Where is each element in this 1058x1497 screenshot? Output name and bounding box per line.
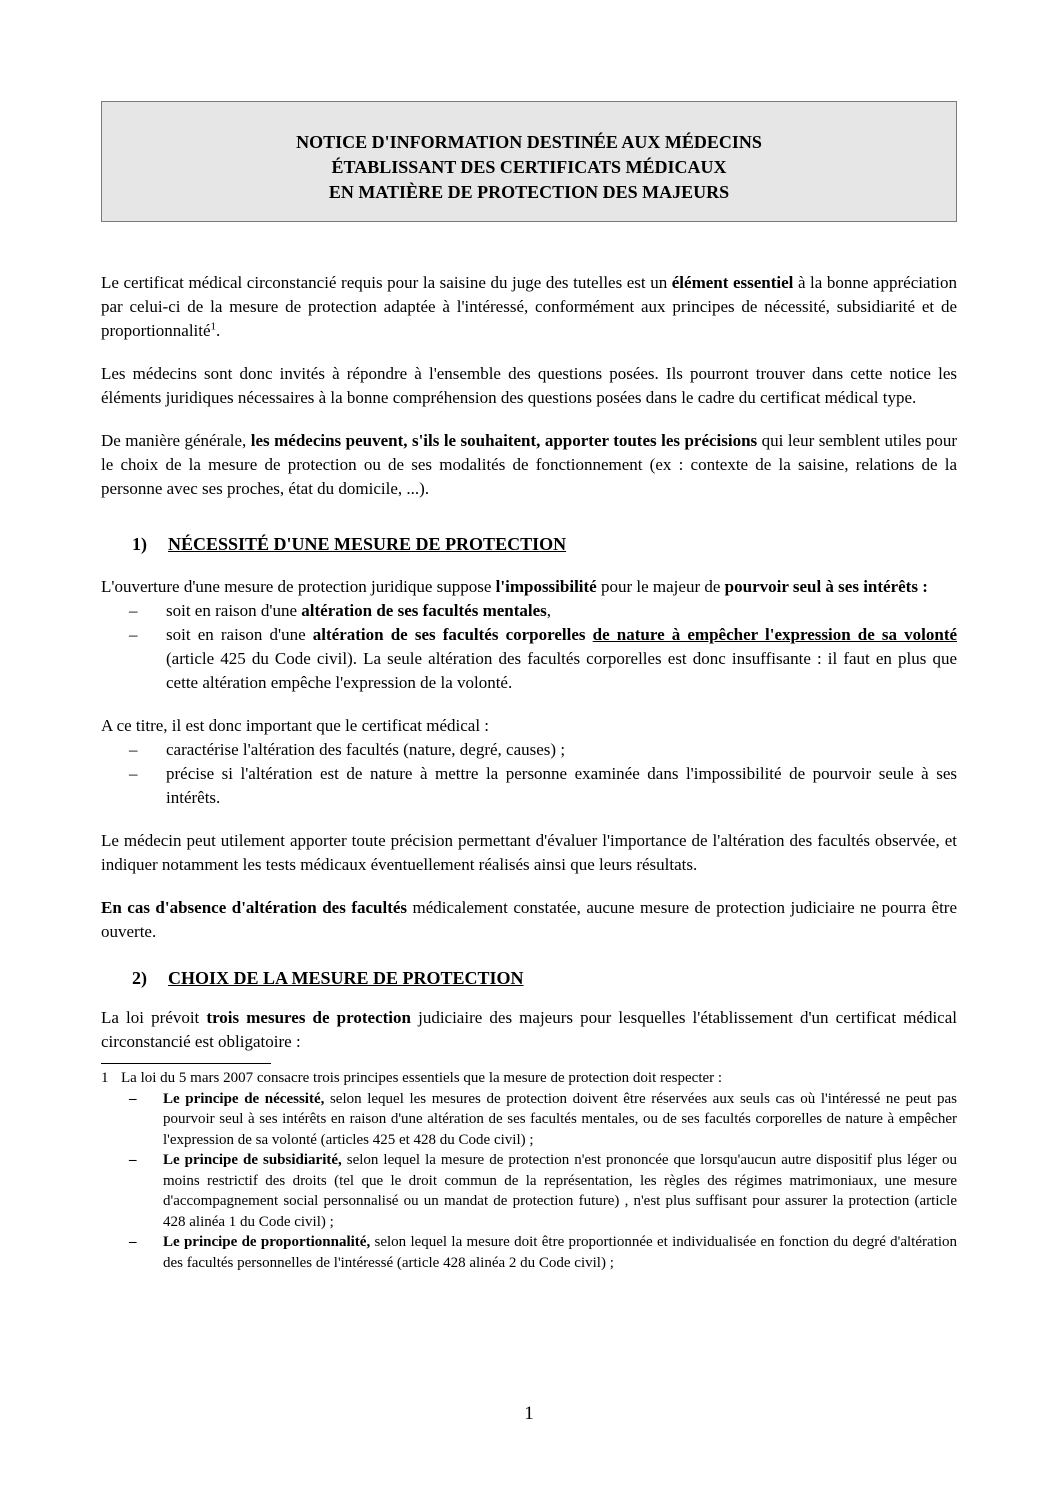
footnote-number: 1 [101, 1070, 109, 1086]
section-1-paragraph-1: L'ouverture d'une mesure de protection juridique suppose l'impossibilité pour le majeur de pourvoir seul à ses intérêts : [101, 577, 928, 596]
dash-bullet: – [129, 1234, 137, 1250]
title-line-3: EN MATIÈRE DE PROTECTION DES MAJEURS [328, 182, 730, 202]
section-1-paragraph-3: Le médecin peut utilement apporter toute précision permettant d'évaluer l'importance de l'altération des facultés observée, et indiquer notamment les tests médicaux éventuellement réalisés ainsi que leurs résultats. [101, 831, 957, 874]
section-1-heading: 1) NÉCESSITÉ D'UNE MESURE DE PROTECTION [132, 534, 567, 554]
dash-bullet: – [129, 625, 138, 644]
title-box [101, 101, 957, 222]
footnote-intro: 1 La loi du 5 mars 2007 consacre trois principes essentiels que la mesure de protection doit respecter : [101, 1068, 957, 1089]
title-line-1: NOTICE D'INFORMATION DESTINÉE AUX MÉDECINS [296, 132, 762, 152]
section-1-paragraph-2: A ce titre, il est donc important que le certificat médical : [101, 716, 490, 735]
footnote-reference: 1 [210, 320, 217, 333]
intro-paragraph-3: De manière générale, les médecins peuvent, s'ils le souhaitent, apporter toutes les précisions qui leur semblent utiles pour le choix de la mesure de protection ou de ses modalités de fonctionnement (ex : contexte de la saisine, relations de la personne avec ses proches, état du domicile, ...). [101, 431, 957, 498]
footnote-list [101, 1089, 957, 1274]
list-item: – précise si l'altération est de nature à mettre la personne examinée dans l'impossibilité de pourvoir seule à ses intérêts. [129, 764, 957, 807]
section-1-paragraph-4: En cas d'absence d'altération des facultés médicalement constatée, aucune mesure de protection judiciaire ne pourra être ouverte. [101, 898, 958, 941]
section-2-heading: 2) CHOIX DE LA MESURE DE PROTECTION [132, 968, 524, 988]
dash-bullet: – [129, 740, 138, 759]
intro-paragraph-1: Le certificat médical circonstancié requis pour la saisine du juge des tutelles est un élément essentiel à la bonne appréciation par celui-ci de la mesure de protection adaptée à l'intéressé, conformément aux principes de nécessité, subsidiarité et de proportionnalité$^1$. [101, 273, 957, 340]
section-1-list-1 [101, 599, 957, 695]
dash-bullet: – [129, 601, 138, 620]
intro-paragraph-2: Les médecins sont donc invités à répondre à l'ensemble des questions posées. Ils pourront trouver dans cette notice les éléments juridiques nécessaires à la bonne compréhension des questions posées dans le cadre du certificat médical type. [101, 364, 957, 407]
footnote-item: – Le principe de nécessité, selon lequel les mesures de protection doivent être réservées aux seuls cas où l'intéressé ne peut pas pourvoir seul à ses intérêts en raison d'une altération de ses facultés mentales, ou de ses facultés corporelles de nature à empêcher l'expression de sa volonté (articles 425 et 428 du Code civil) ; [129, 1090, 957, 1148]
page-number: 1 [524, 1403, 534, 1424]
list-item: – soit en raison d'une altération de ses facultés corporelles de nature à empêcher l'expression de sa volonté (article 425 du Code civil). La seule altération des facultés corporelles est donc insuffisante : il faut en plus que cette altération empêche l'expression de la volonté. [129, 625, 958, 692]
dash-bullet: – [129, 764, 138, 783]
section-1-list-2 [101, 738, 957, 810]
dash-bullet: – [129, 1090, 137, 1107]
footnote-separator [101, 1063, 271, 1064]
section-2-paragraph-1: La loi prévoit trois mesures de protection judiciaire des majeurs pour lesquelles l'établissement d'un certificat médical circonstancié est obligatoire : [101, 1008, 957, 1051]
document-body [101, 271, 957, 1273]
title-line-2: ÉTABLISSANT DES CERTIFICATS MÉDICAUX [331, 157, 727, 177]
list-item: – soit en raison d'une altération de ses facultés mentales, [101, 599, 957, 623]
footnote-item: – Le principe de proportionnalité, selon lequel la mesure doit être proportionnée et individualisée en fonction du degré d'altération des facultés personnelles de l'intéressé (article 428 alinéa 2 du Code civil) ; [129, 1234, 957, 1271]
footnotes [101, 1068, 957, 1273]
dash-bullet: – [129, 1152, 137, 1168]
list-item: – caractérise l'altération des facultés (nature, degré, causes) ; [101, 738, 957, 762]
footnote-item: – Le principe de subsidiarité, selon lequel la mesure de protection n'est prononcée que lorsqu'aucun autre dispositif plus léger ou moins restrictif des droits (tel que le droit commun de la représentation, les règles des régimes matrimoniaux, une mesure d'accompagnement social personnalisé ou un mandat de protection future) , n'est plus suffisant pour assurer la protection (article 428 alinéa 1 du Code civil) ; [129, 1152, 957, 1230]
